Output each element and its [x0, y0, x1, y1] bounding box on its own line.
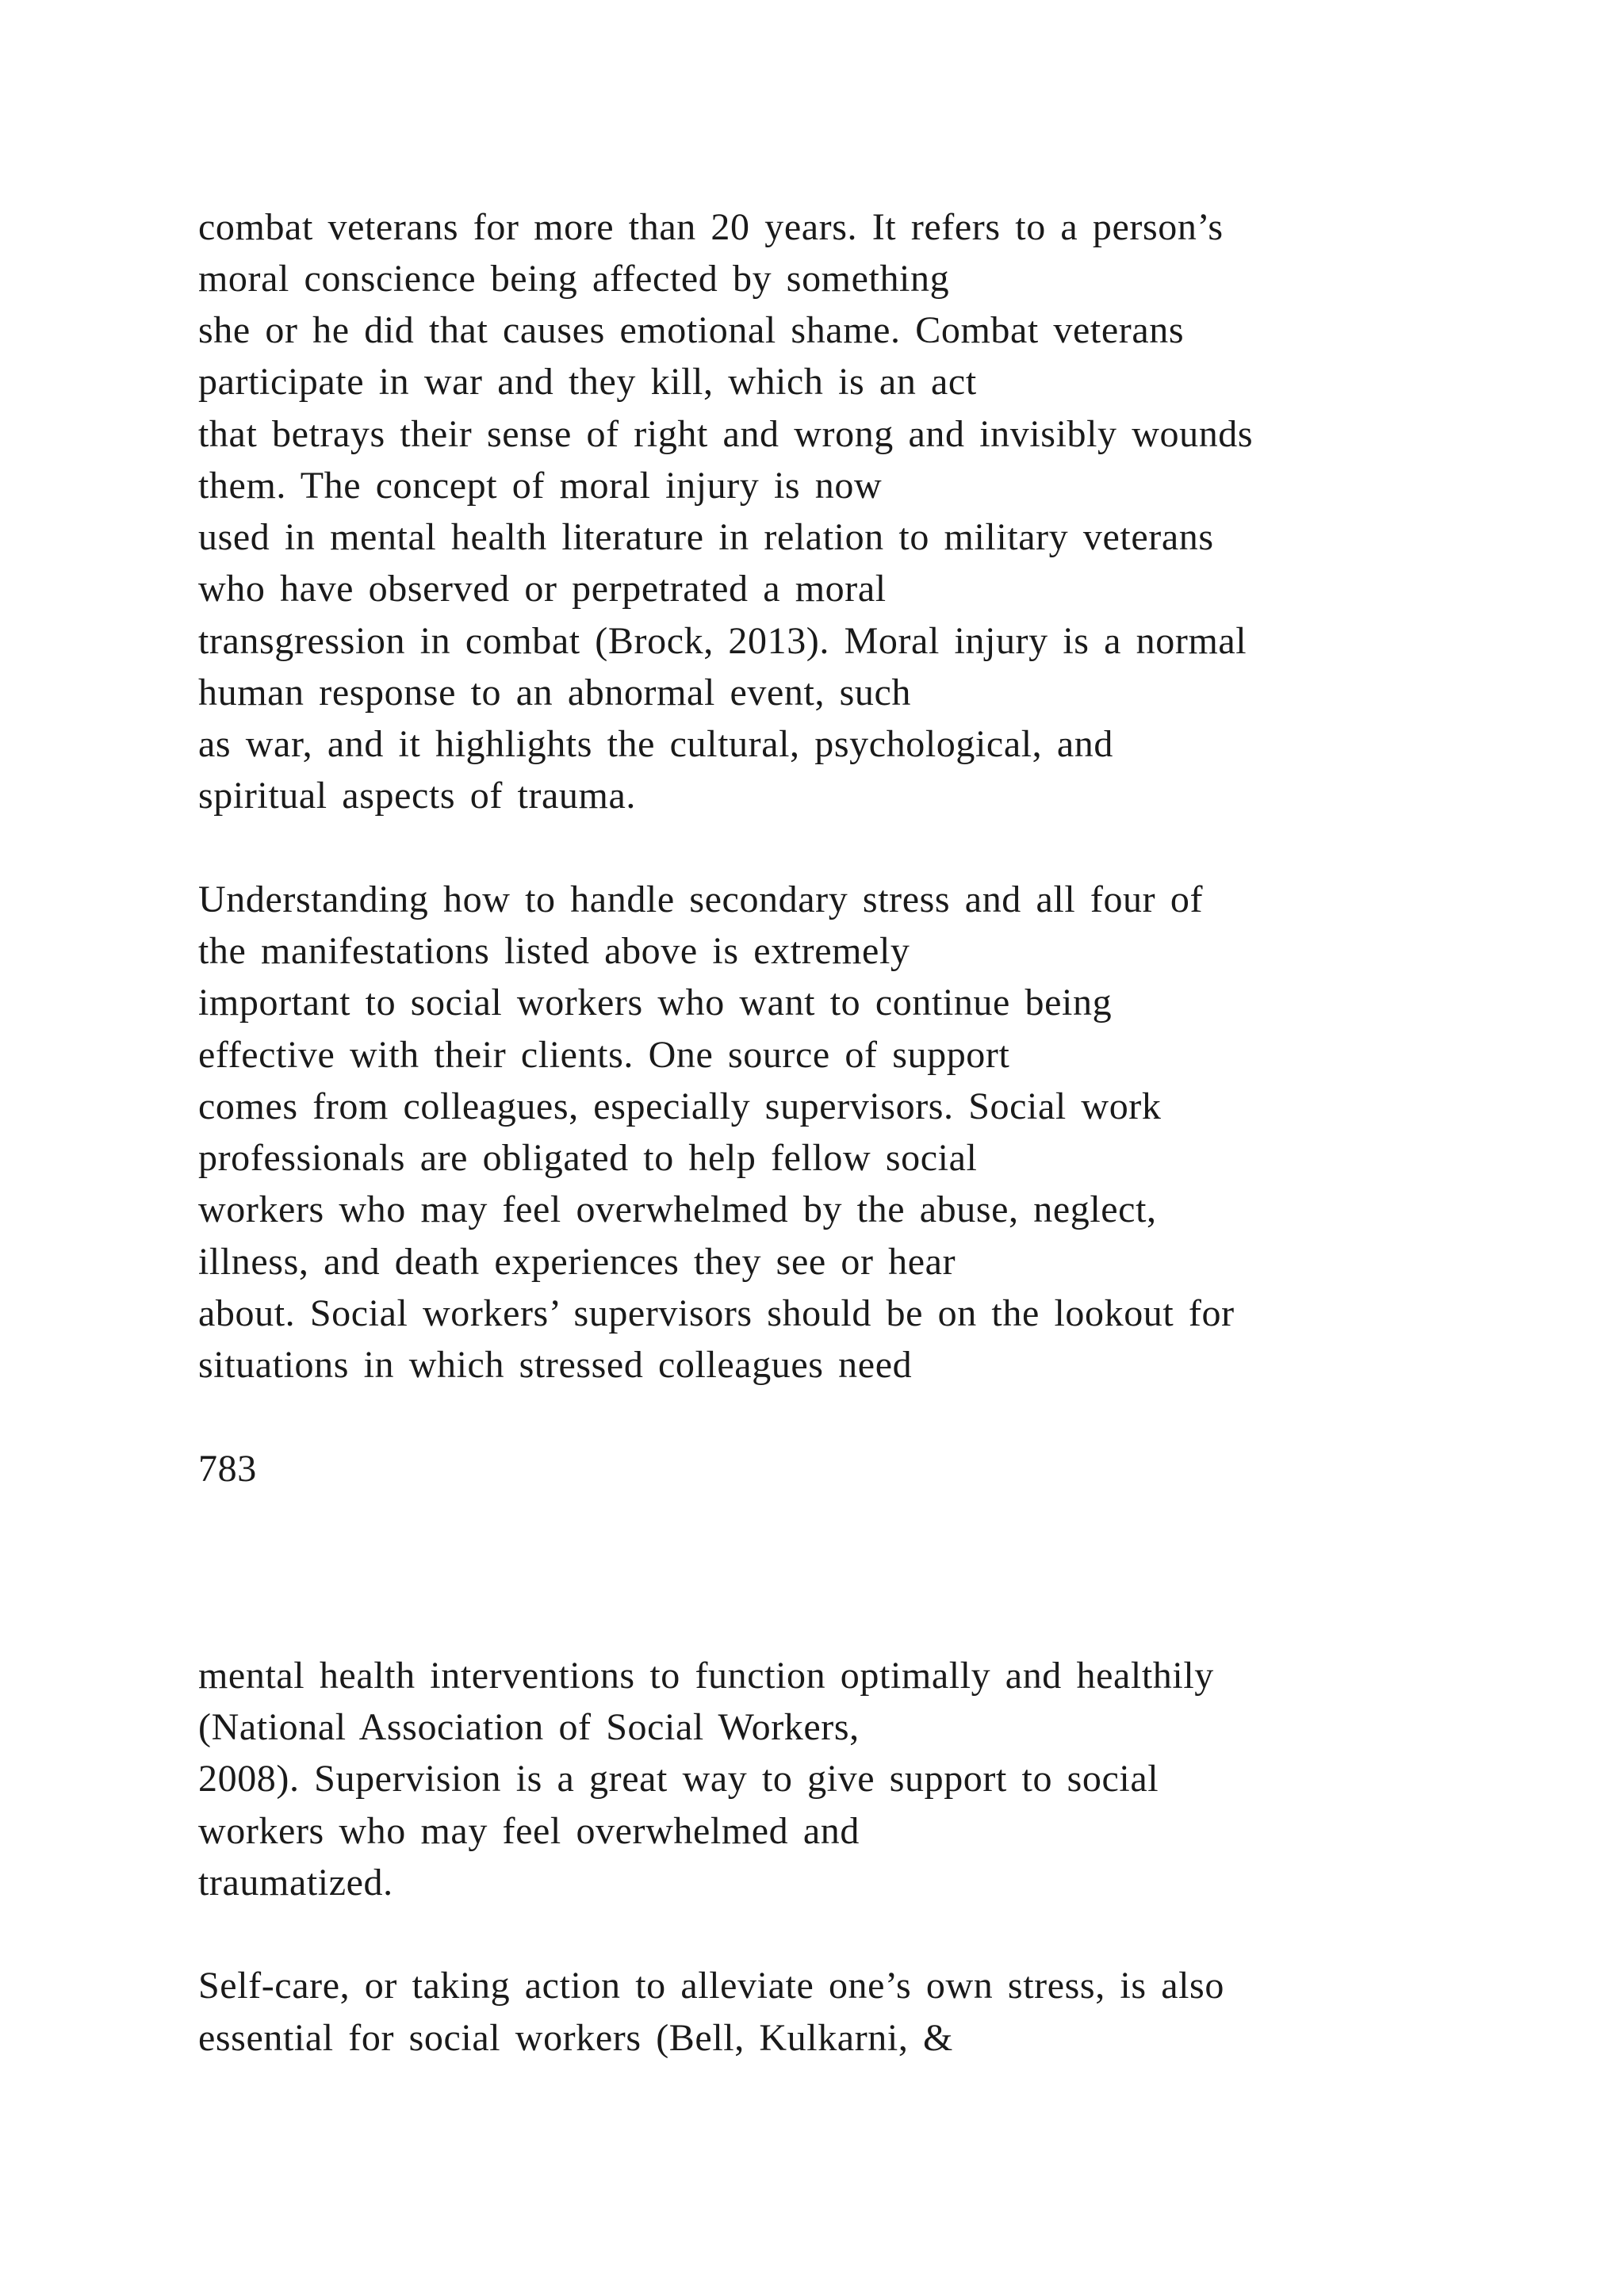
text-line: the manifestations listed above is extremely — [198, 930, 910, 972]
text-line: human response to an abnormal event, such — [198, 672, 912, 714]
text-line: them. The concept of moral injury is now — [198, 465, 883, 507]
text-line: traumatized. — [198, 1862, 393, 1904]
text-line: mental health interventions to function optimally and healthily — [198, 1655, 1214, 1697]
text-line: important to social workers who want to continue being — [198, 982, 1113, 1024]
text-line: about. Social workers’ supervisors should be on the lookout for — [198, 1292, 1235, 1334]
text-line: as war, and it highlights the cultural, psychological, and — [198, 723, 1113, 765]
text-line: situations in which stressed colleagues need — [198, 1344, 913, 1386]
text-line: effective with their clients. One source of support — [198, 1034, 1010, 1076]
text-line: she or he did that causes emotional shame. Combat veterans — [198, 309, 1185, 351]
text-line: (National Association of Social Workers, — [198, 1706, 860, 1748]
text-line: that betrays their sense of right and wrong and invisibly wounds — [198, 413, 1254, 455]
text-line: essential for social workers (Bell, Kulkarni, & — [198, 2017, 953, 2059]
text-line: Understanding how to handle secondary stress and all four of — [198, 878, 1204, 920]
text-line: professionals are obligated to help fellow social — [198, 1137, 978, 1179]
text-line: used in mental health literature in relation to military veterans — [198, 516, 1214, 558]
text-line: spiritual aspects of trauma. — [198, 775, 636, 817]
text-line: participate in war and they kill, which is an act — [198, 361, 977, 403]
text-line: combat veterans for more than 20 years. It refers to a person’s — [198, 206, 1224, 248]
page-number: 783 — [198, 1448, 257, 1490]
text-line: who have observed or perpetrated a moral — [198, 568, 887, 610]
text-line: 2008). Supervision is a great way to give support to social — [198, 1758, 1159, 1800]
text-line: comes from colleagues, especially supervisors. Social work — [198, 1085, 1162, 1127]
text-line: moral conscience being affected by something — [198, 258, 950, 300]
text-line: workers who may feel overwhelmed and — [198, 1810, 860, 1852]
text-line: Self-care, or taking action to alleviate one’s own stress, is also — [198, 1965, 1224, 2007]
text-line: transgression in combat (Brock, 2013). Moral injury is a normal — [198, 620, 1247, 662]
text-line: illness, and death experiences they see or hear — [198, 1241, 956, 1283]
text-line: workers who may feel overwhelmed by the abuse, neglect, — [198, 1188, 1157, 1230]
